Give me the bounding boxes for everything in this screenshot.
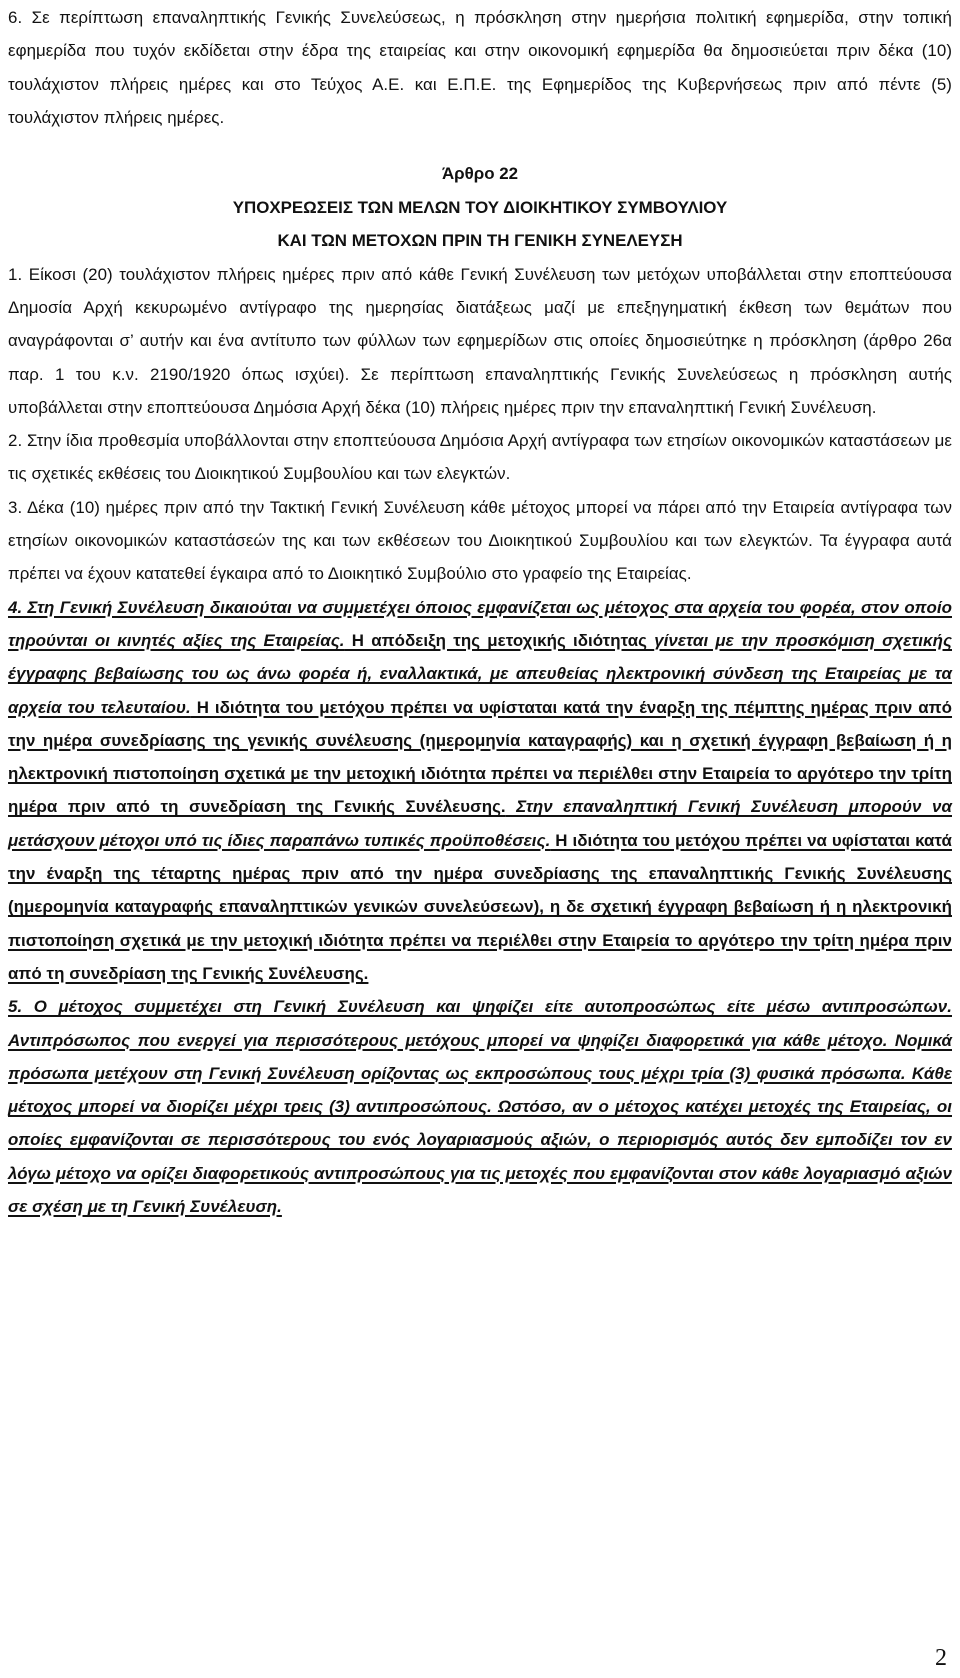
- paragraph-4-segment-2: Η απόδειξη της μετοχικής ιδιότητας: [344, 630, 655, 650]
- paragraph-4-segment-5: Στην επαναληπτική Γενική Συνέλευση μπορούν να μετάσχουν μέτοχοι υπό τις ίδιες παραπάνω τυπικές προϋποθέσεις.: [8, 797, 952, 850]
- article-number: Άρθρο 22: [441, 164, 519, 184]
- paragraph-4-segment-3: γίνεται με την προσκόμιση σχετικής έγγραφης βεβαίωσης του ως άνω φορέα ή, εναλλακτικά, με απευθείας ηλεκτρονική σύνδεση της Εταιρείας με τα αρχεία του τελευταίου.: [8, 630, 952, 717]
- paragraph-2: 2. Στην ίδια προθεσμία υποβάλλονται στην εποπτεύουσα Δημόσια Αρχή αντίγραφα των ετησίων οικονομικών καταστάσεων με τις σχετικές εκθέσεις του Διοικητικού Συμβουλίου και των ελεγκτών.: [8, 431, 952, 484]
- paragraph-5-text: 5. Ο μέτοχος συμμετέχει στη Γενική Συνέλευση και ψηφίζει είτε αυτοπροσώπως είτε μέσω αντιπροσώπων. Αντιπρόσωπος που ενεργεί για περισσότερους μετόχους μπορεί να ψηφίζει διαφορετικά για κάθε μέτοχο. Νομικά πρόσωπα μετέχουν στη Γενική Συνέλευση ορίζοντας ως εκπροσώπους τους μέχρι τρία (3) φυσικά πρόσωπα. Κάθε μέτοχος μπορεί να διορίζει μέχρι τρεις (3) αντιπροσώπους. Ωστόσο, αν ο μέτοχος κατέχει μετοχές της Εταιρείας, οι οποίες εμφανίζονται σε περισσότερους του ενός λογαριασμούς αξιών, ο περιορισμός αυτός δεν εμποδίζει τον εν λόγω μέτοχο να ορίζει διαφορετικούς αντιπροσώπους για τις μετοχές που εμφανίζονται στον κάθε λογαριασμό αξιών σε σχέση με τη Γενική Συνέλευση.: [8, 997, 952, 1216]
- paragraph-1: 1. Είκοσι (20) τουλάχιστον πλήρεις ημέρες πριν από κάθε Γενική Συνέλευση των μετόχων υποβάλλεται στην εποπτεύουσα Δημοσία Αρχή κεκυρωμένο αντίγραφο της ημερησίας διατάξεως μαζί με επεξηγηματική έκθεση των θεμάτων που αναγράφονται σ’ αυτήν και ένα αντίτυπο των φύλλων των εφημερίδων στις οποίες δημοσιεύτηκε η πρόσκληση (άρθρο 26α παρ. 1 του κ.ν. 2190/1920 όπως ισχύει). Σε περίπτωση επαναληπτικής Γενικής Συνελεύσεως η πρόσκληση αυτής υποβάλλεται στην εποπτεύουσα Δημόσια Αρχή δέκα (10) πλήρεις ημέρες πριν την επαναληπτική Γενική Συνέλευση.: [8, 264, 952, 417]
- paragraph-4: [8, 591, 952, 991]
- paragraph-4-segment-1: 4. Στη Γενική Συνέλευση δικαιούται να συμμετέχει όποιος εμφανίζεται ως μέτοχος στα αρχεία του φορέα, στον οποίο τηρούνται οι κινητές αξίες της Εταιρείας.: [8, 597, 952, 650]
- paragraph-5: [8, 990, 952, 1223]
- paragraph-4-segment-4: Η ιδιότητα του μετόχου πρέπει να υφίσταται κατά την έναρξη της πέμπτης ημέρας πριν από την ημέρα συνεδρίασης της γενικής συνέλευσης (ημερομηνία καταγραφής) και η σχετική έγγραφη βεβαίωση ή η ηλεκτρονική πιστοποίηση σχετικά με την μετοχική ιδιότητα πρέπει να περιέλθει στην Εταιρεία το αργότερο την τρίτη ημέρα πριν από τη συνεδρίαση της Γενικής Συνέλευσης.: [8, 697, 953, 817]
- paragraph-3: 3. Δέκα (10) ημέρες πριν από την Τακτική Γενική Συνέλευση κάθε μέτοχος μπορεί να πάρει από την Εταιρεία αντίγραφα των ετησίων οικονομικών καταστάσεών της και των εκθέσεων του Διοικητικού Συμβουλίου και των ελεγκτών. Τα έγγραφα αυτά πρέπει να έχουν κατατεθεί έγκαιρα από το Διοικητικό Συμβούλιο στο γραφείο της Εταιρείας.: [8, 497, 952, 584]
- paragraph-4-segment-6: Η ιδιότητα του μετόχου πρέπει να υφίσταται κατά την έναρξη της τέταρτης ημέρας πριν από την ημέρα συνεδρίασης της επαναληπτικής Γενικής Συνέλευσης (ημερομηνία καταγραφής επαναληπτικών γενικών συνελεύσεων), η δε σχετική έγγραφη βεβαίωση ή η ηλεκτρονική πιστοποίηση σχετικά με την μετοχική ιδιότητα πρέπει να περιέλθει στην Εταιρεία το αργότερο την τρίτη ημέρα πριν από τη συνεδρίαση της Γενικής Συνέλευσης.: [8, 830, 952, 983]
- paragraph-6: 6. Σε περίπτωση επαναληπτικής Γενικής Συνελεύσεως, η πρόσκληση στην ημερήσια πολιτική εφημερίδα, στην τοπική εφημερίδα που τυχόν εκδίδεται στην έδρα της εταιρείας και στην οικονομική εφημερίδα θα δημοσιεύεται πριν δέκα (10) τουλάχιστον πλήρεις ημέρες και στο Τεύχος Α.Ε. και Ε.Π.Ε. της Εφημερίδος της Κυβερνήσεως πριν από πέντε (5) τουλάχιστον πλήρεις ημέρες.: [8, 8, 952, 127]
- article-title-line-2: ΚΑΙ ΤΩΝ ΜΕΤΟΧΩΝ ΠΡΙΝ ΤΗ ΓΕΝΙΚΗ ΣΥΝΕΛΕΥΣΗ: [277, 231, 683, 251]
- article-title-line-1: ΥΠΟΧΡΕΩΣΕΙΣ ΤΩΝ ΜΕΛΩΝ ΤΟΥ ΔΙΟΙΚΗΤΙΚΟΥ ΣΥΜΒΟΥΛΙΟΥ: [232, 197, 728, 217]
- page-number: 2: [935, 1645, 947, 1671]
